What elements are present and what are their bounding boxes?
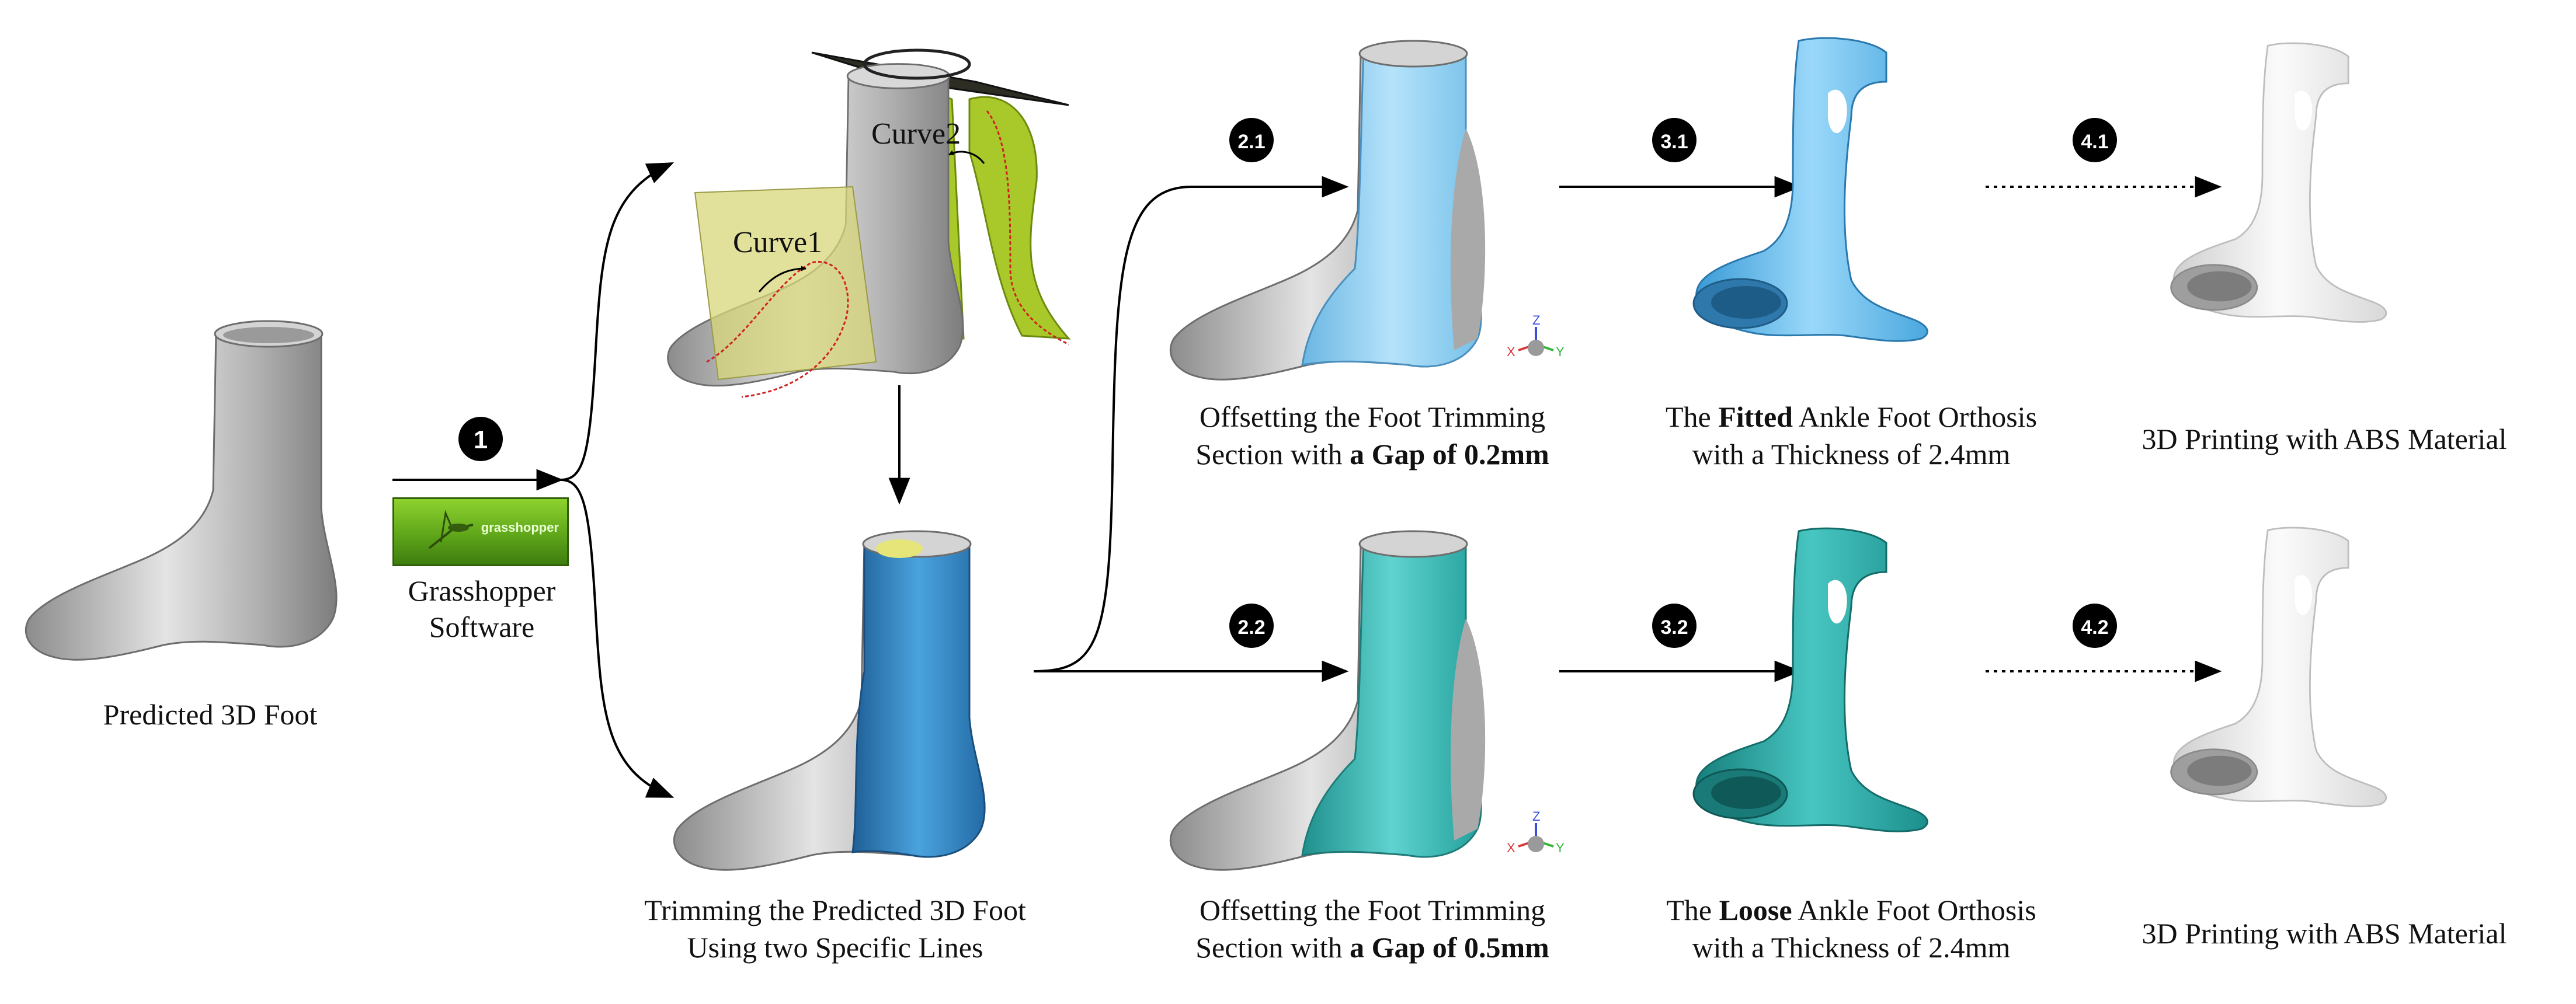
badge-step-3-2 xyxy=(1652,604,1697,648)
loose-line1: The Loose Ankle Foot Orthosis xyxy=(1666,894,2036,926)
offset-loose-line1: Offsetting the Foot Trimming xyxy=(1199,894,1546,926)
svg-text:2.1: 2.1 xyxy=(1237,131,1266,153)
arrow-branch-up xyxy=(561,163,672,480)
badge-step-3-1 xyxy=(1652,118,1697,162)
predicted-foot-model xyxy=(26,321,336,660)
svg-text:Z: Z xyxy=(1532,809,1541,824)
svg-text:3.1: 3.1 xyxy=(1660,131,1688,153)
caption-print-bottom: 3D Printing with ABS Material xyxy=(2142,917,2507,950)
offset-fit-line2: Section with a Gap of 0.2mm xyxy=(1195,438,1549,470)
svg-text:Y: Y xyxy=(1556,344,1565,359)
badge-step-4-2 xyxy=(2073,604,2117,648)
caption-software xyxy=(374,571,590,647)
svg-text:Z: Z xyxy=(1532,313,1541,327)
printed-afo-top-model xyxy=(2171,43,2386,322)
offset-loose-model xyxy=(1170,531,1485,870)
grasshopper-icon xyxy=(418,501,488,566)
svg-text:4.2: 4.2 xyxy=(2081,616,2109,639)
loose-line2: with a Thickness of 2.4mm xyxy=(1692,931,2011,964)
trimming-line1: Trimming the Predicted 3D Foot xyxy=(644,894,1026,926)
offset-fit-line1: Offsetting the Foot Trimming xyxy=(1199,400,1546,433)
svg-text:Y: Y xyxy=(1556,841,1565,855)
caption-predicted-foot: Predicted 3D Foot xyxy=(103,698,318,731)
fitted-afo-model xyxy=(1694,38,1927,341)
fitted-line1: The Fitted Ankle Foot Orthosis xyxy=(1665,400,2038,433)
fitted-line2: with a Thickness of 2.4mm xyxy=(1692,438,2011,470)
caption-offset-loose xyxy=(1110,890,1635,967)
software-line1: Grasshopper xyxy=(408,574,556,607)
offset-loose-line2: Section with a Gap of 0.5mm xyxy=(1195,931,1549,964)
trimming-line2: Using two Specific Lines xyxy=(687,931,983,964)
caption-fitted-afo xyxy=(1571,397,2132,474)
caption-offset-fit xyxy=(1110,397,1635,474)
svg-text:1: 1 xyxy=(473,426,488,454)
offset-fit-model xyxy=(1170,41,1485,379)
badge-step-4-1 xyxy=(2073,118,2117,162)
badge-step-2-2 xyxy=(1229,604,1274,648)
badge-step-1 xyxy=(458,417,503,461)
curve1-label: Curve1 xyxy=(733,226,823,259)
caption-print-top: 3D Printing with ABS Material xyxy=(2142,423,2507,455)
grasshopper-logo-text: grasshopper xyxy=(481,520,559,535)
loose-afo-model xyxy=(1694,528,1927,831)
svg-text:2.2: 2.2 xyxy=(1237,616,1266,639)
caption-loose-afo xyxy=(1571,890,2132,967)
caption-trimming xyxy=(584,890,1086,967)
grasshopper-logo xyxy=(392,497,569,566)
svg-text:X: X xyxy=(1507,344,1515,359)
svg-text:X: X xyxy=(1507,841,1515,855)
trimmed-foot-model xyxy=(674,531,985,870)
curve2-label: Curve2 xyxy=(871,117,961,151)
software-line2: Software xyxy=(429,611,535,643)
axis-gizmo-bottom xyxy=(1507,809,1565,855)
printed-afo-bottom-model xyxy=(2171,528,2386,807)
svg-text:3.2: 3.2 xyxy=(1660,616,1688,639)
badge-step-2-1 xyxy=(1229,118,1274,162)
svg-text:4.1: 4.1 xyxy=(2081,131,2109,153)
axis-gizmo-top xyxy=(1507,313,1565,359)
trimming-curves-model xyxy=(668,50,1069,397)
